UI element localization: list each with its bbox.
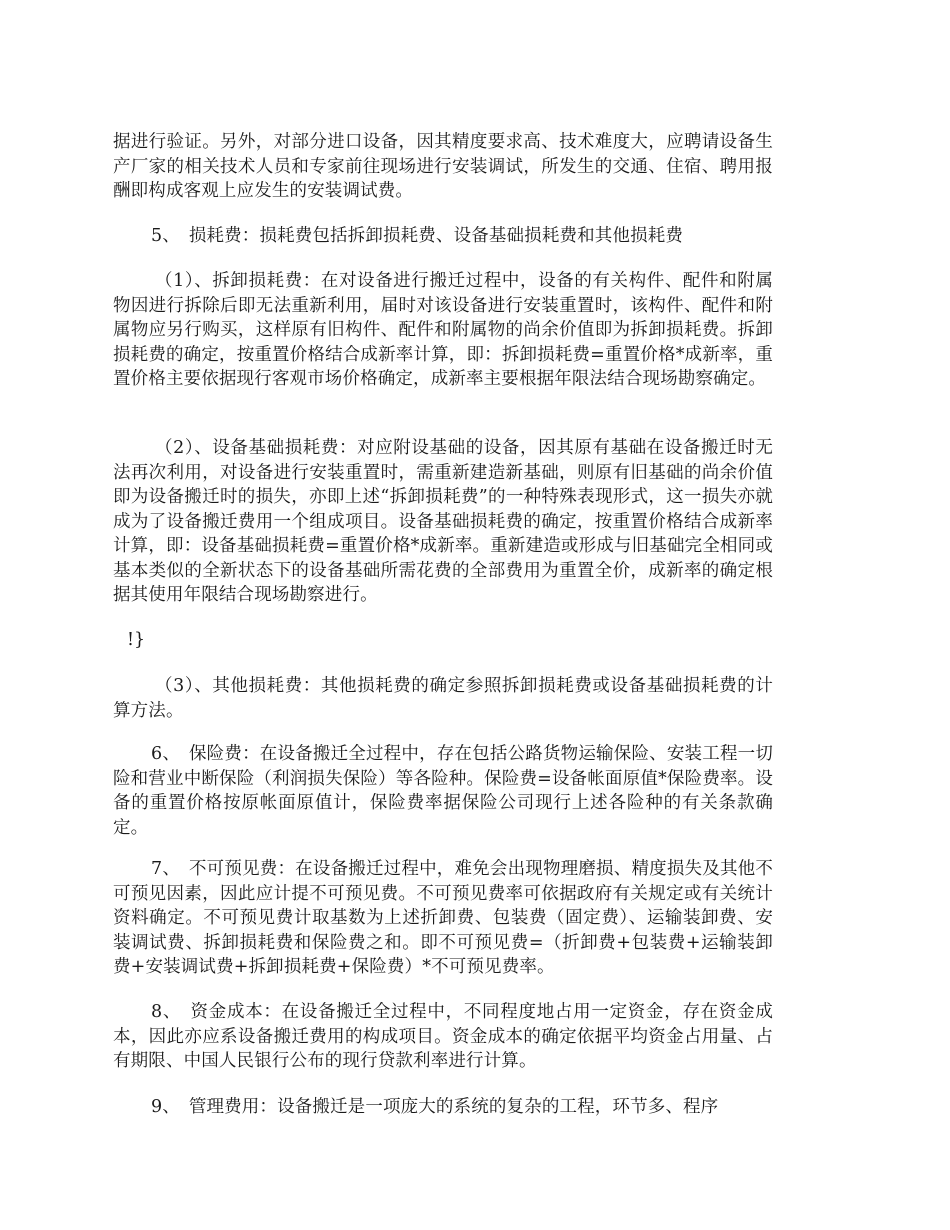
paragraph-dismantling-loss: （1）、拆卸损耗费：在对设备进行搬迁过程中，设备的有关构件、配件和附属物因进行拆除后即无法重新利用，届时对该设备进行安装重置时，该构件、配件和附属物应另行购买，这样原有旧构件、配件和附属物的尚余价值即为拆卸损耗费。拆卸损耗费的确定，按重置价格结合成新率计算，即：拆卸损耗费=重置价格*成新率，重置价格主要依据现行客观市场价格确定，成新率主要根据年限法结合现场勘察确定。 xyxy=(113,271,773,389)
paragraph-installation-debugging-cont: 据进行验证。另外，对部分进口设备，因其精度要求高、技术难度大，应聘请设备生产厂家的相关技术人员和专家前往现场进行安装调试，所发生的交通、住宿、聘用报酬即构成客观上应发生的安装调试费。 xyxy=(113,132,773,201)
paragraph-other-loss: （3）、其他损耗费：其他损耗费的确定参照拆卸损耗费或设备基础损耗费的计算方法。 xyxy=(113,676,773,721)
paragraph-foundation-loss: （2）、设备基础损耗费：对应附设基础的设备，因其原有基础在设备搬迁时无法再次利用，对设备进行安装重置时，需重新建造新基础，则原有旧基础的尚余价值即为设备搬迁时的损失，亦即上述“拆卸损耗费”的一种特殊表现形式，这一损失亦就成为了设备搬迁费用一个组成项目。设备基础损耗费的确定，按重置价格结合成新率计算，即：设备基础损耗费=重置价格*成新率。重新建造或形成与旧基础完全相同或基本类似的全新状态下的设备基础所需花费的全部费用为重置全价，成新率的确定根据其使用年限结合现场勘察进行。 xyxy=(113,438,773,605)
heading-loss-cost: 5、 损耗费：损耗费包括拆卸损耗费、设备基础损耗费和其他损耗费 xyxy=(151,226,684,246)
stray-marks: !} xyxy=(127,630,146,650)
paragraph-management-cost: 9、 管理费用：设备搬迁是一项庞大的系统的复杂的工程，环节多、程序 xyxy=(151,1097,719,1117)
paragraph-capital-cost: 8、 资金成本：在设备搬迁全过程中，不同程度地占用一定资金，存在资金成本，因此亦应系设备搬迁费用的构成项目。资金成本的确定依据平均资金占用量、占有期限、中国人民银行公布的现行贷款利率进行计算。 xyxy=(113,1002,773,1071)
paragraph-contingency-cost: 7、 不可预见费：在设备搬迁过程中，难免会出现物理磨损、精度损失及其他不可预见因素，因此应计提不可预见费。不可预见费率可依据政府有关规定或有关统计资料确定。不可预见费计取基数为上述折卸费、包装费（固定费）、运输装卸费、安装调试费、拆卸损耗费和保险费之和。即不可预见费=（折卸费+包装费+运输装卸费+安装调试费+拆卸损耗费+保险费）*不可预见费率。 xyxy=(113,859,773,977)
paragraph-insurance-cost: 6、 保险费：在设备搬迁全过程中，存在包括公路货物运输保险、安装工程一切险和营业中断保险（利润损失保险）等各险种。保险费=设备帐面原值*保险费率。设备的重置价格按原帐面原值计，保险费率据保险公司现行上述各险种的有关条款确定。 xyxy=(113,744,773,838)
